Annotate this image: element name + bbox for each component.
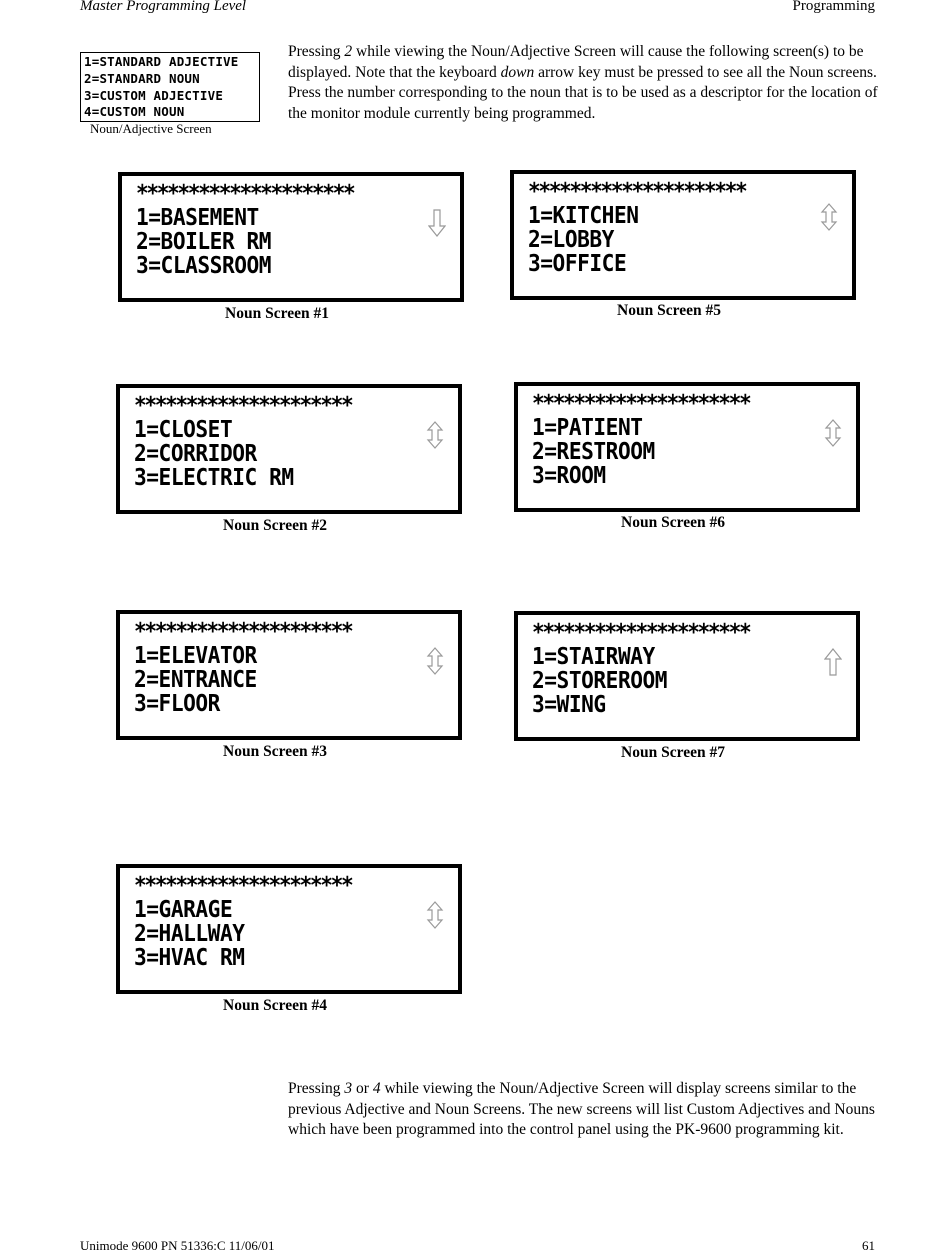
noun-screen-5	[510, 170, 856, 300]
up-down-arrow-icon	[426, 420, 444, 450]
option-2: 2=BOILER RM	[136, 229, 272, 255]
option-2: 2=STOREROOM	[532, 668, 668, 694]
option-3: 3=FLOOR	[134, 691, 220, 717]
star-row: *********************	[134, 873, 352, 899]
option-3: 3=HVAC RM	[134, 945, 245, 971]
up-arrow-icon	[824, 647, 842, 677]
star-row: *********************	[134, 393, 352, 419]
noun-adjective-screen	[80, 52, 260, 122]
header-chapter-title: Programming	[792, 0, 875, 14]
option-1: 1=STAIRWAY	[532, 644, 655, 670]
star-row: *********************	[134, 619, 352, 645]
noun-screen-2	[116, 384, 462, 514]
option-1: 1=KITCHEN	[528, 203, 639, 229]
option-2: 2=HALLWAY	[134, 921, 245, 947]
caption-screen-1: Noun Screen #1	[225, 305, 329, 322]
caption-screen-5: Noun Screen #5	[617, 302, 721, 319]
up-down-arrow-icon	[824, 418, 842, 448]
noun-screen-1	[118, 172, 464, 302]
star-row: *********************	[136, 181, 354, 207]
option-1: 1=PATIENT	[532, 415, 643, 441]
down-arrow-icon	[428, 208, 446, 238]
option-3: 3=ELECTRIC RM	[134, 465, 294, 491]
menu-line-1: 1=STANDARD ADJECTIVE	[84, 54, 239, 69]
header-section-title: Master Programming Level	[80, 0, 247, 14]
option-2: 2=LOBBY	[528, 227, 614, 253]
caption-screen-3: Noun Screen #3	[223, 743, 327, 760]
caption-screen-2: Noun Screen #2	[223, 517, 327, 534]
star-row: *********************	[532, 620, 750, 646]
option-3: 3=ROOM	[532, 463, 606, 489]
caption-screen-7: Noun Screen #7	[621, 744, 725, 761]
noun-screen-3	[116, 610, 462, 740]
caption-screen-4: Noun Screen #4	[223, 997, 327, 1014]
option-1: 1=CLOSET	[134, 417, 233, 443]
menu-line-3: 3=CUSTOM ADJECTIVE	[84, 87, 224, 103]
star-row: *********************	[532, 391, 750, 417]
option-3: 3=WING	[532, 692, 606, 718]
option-2: 2=RESTROOM	[532, 439, 655, 465]
option-3: 3=OFFICE	[528, 251, 627, 277]
menu-line-4: 4=CUSTOM NOUN	[84, 104, 185, 120]
noun-screen-7	[514, 611, 860, 741]
up-down-arrow-icon	[426, 900, 444, 930]
page-number: 61	[862, 1238, 875, 1253]
up-down-arrow-icon	[426, 646, 444, 676]
noun-adjective-caption: Noun/Adjective Screen	[90, 121, 212, 136]
option-1: 1=BASEMENT	[136, 205, 259, 231]
option-2: 2=CORRIDOR	[134, 441, 257, 467]
footer-doc-info: Unimode 9600 PN 51336:C 11/06/01	[80, 1238, 275, 1253]
menu-line-2: 2=STANDARD NOUN	[84, 70, 200, 86]
option-3: 3=CLASSROOM	[136, 253, 272, 279]
option-2: 2=ENTRANCE	[134, 667, 257, 693]
option-1: 1=ELEVATOR	[134, 643, 257, 669]
outro-paragraph: Pressing 3 or 4 while viewing the Noun/Adjective Screen will display screens similar to the previous Adjective and Noun Screens. The new screens will list Custom Adjectives and Nouns which have been programmed into the control panel using the PK-9600 programming kit.	[288, 1080, 875, 1138]
caption-screen-6: Noun Screen #6	[621, 514, 725, 531]
up-down-arrow-icon	[820, 202, 838, 232]
intro-paragraph: Pressing 2 while viewing the Noun/Adjective Screen will cause the following screen(s) to be displayed. Note that the keyboard down arrow key must be pressed to see all the Noun screens. Press the number corresponding to the noun that is to be used as a descriptor for the location of the monitor module currently being programmed.	[288, 43, 878, 122]
noun-screen-4	[116, 864, 462, 994]
option-1: 1=GARAGE	[134, 897, 233, 923]
noun-screen-6	[514, 382, 860, 512]
star-row: *********************	[528, 179, 746, 205]
